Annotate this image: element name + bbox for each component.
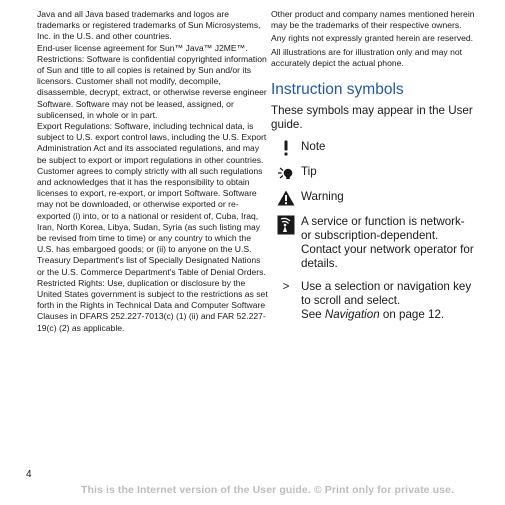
- symbol-row-navigation: [271, 280, 477, 322]
- symbol-row-note: [271, 140, 477, 156]
- network-service-icon: [271, 215, 301, 235]
- footer-text: This is the Internet version of the User guide. © Print only for private use.: [80, 484, 455, 496]
- symbol-label-note: Note: [301, 140, 326, 154]
- tip-icon: [271, 165, 301, 181]
- java-trademark-paragraph: Java and all Java based trademarks and logos are trademarks or registered trademarks of Sun Microsystems, Inc. in the U.S. and other countries.: [37, 9, 261, 42]
- left-column: [37, 9, 269, 334]
- navigation-description: Use a selection or navigation key to scroll and select.: [301, 280, 472, 308]
- section-intro: These symbols may appear in the User guide.: [271, 104, 473, 132]
- other-trademarks-paragraph: Other product and company names mentioned herein may be the trademarks of their respective owners.: [271, 9, 475, 31]
- navigation-arrow-glyph: >: [282, 280, 290, 294]
- rights-reserved-paragraph: Any rights not expressly granted herein are reserved.: [271, 33, 474, 44]
- navigation-reference-link[interactable]: Navigation: [324, 308, 380, 322]
- right-column: [271, 9, 477, 331]
- export-regulations-paragraph: Export Regulations: Software, including technical data, is subject to U.S. export control laws, including the U.S. Export Administration Act and its associated regulations, and may be subject to export or import regulations in other countries. Customer agrees to comply strictly with all such regulations and acknowledges that it has the responsibility to obtain licenses to export, re-export, or import Software. Software may not be downloaded, or otherwise exported or re-exported (i) into, or to a national or resident of, Cuba, Iraq, Iran, North Korea, Libya, Sudan, Syria (as such listing may be revised from time to time) or any country to which the U.S. has embargoed goods; or (ii) to anyone on the U.S. Treasury Department's list of Specially Designated Nations or the U.S. Commerce Department's Table of Denial Orders.: [37, 121, 267, 277]
- symbol-label-network: A service or function is network- or subscription-dependent. Contact your network operator for details.: [301, 215, 474, 271]
- symbol-row-network: [271, 215, 477, 271]
- eula-title-paragraph: End-user license agreement for Sun™ Java™ J2ME™.: [37, 42, 248, 53]
- symbol-row-warning: [271, 190, 477, 206]
- page-number: 4: [26, 469, 32, 480]
- illustrations-paragraph: All illustrations are for illustration only and may not accurately depict the actual phone.: [271, 46, 463, 68]
- footer-notice: [0, 484, 505, 496]
- symbol-row-tip: [271, 165, 477, 181]
- see-prefix: See: [301, 308, 325, 322]
- warning-icon: [271, 190, 301, 206]
- section-title: Instruction symbols: [271, 81, 404, 99]
- restrictions-paragraph: Restrictions: Software is confidential copyrighted information of Sun and title to all copies is retained by Sun and/or its licensors. Customer shall not modify, decompile, disassemble, decrypt, extract, or otherwise reverse engineer Software. Software may not be leased, assigned, or sublicensed, in whole or in part.: [37, 53, 267, 120]
- symbol-label-tip: Tip: [301, 165, 317, 179]
- symbol-label-warning: Warning: [301, 190, 344, 204]
- note-icon: [271, 140, 301, 156]
- navigation-text: [301, 280, 477, 322]
- restricted-rights-paragraph: Restricted Rights: Use, duplication or disclosure by the United States government is subject to the restrictions as set forth in the Rights in Technical Data and Computer Software Clauses in DFARS 252.227-7013(c) (1) (ii) and FAR 52.227-19(c) (2) as applicable.: [37, 277, 268, 333]
- see-suffix: on page 12.: [379, 308, 445, 322]
